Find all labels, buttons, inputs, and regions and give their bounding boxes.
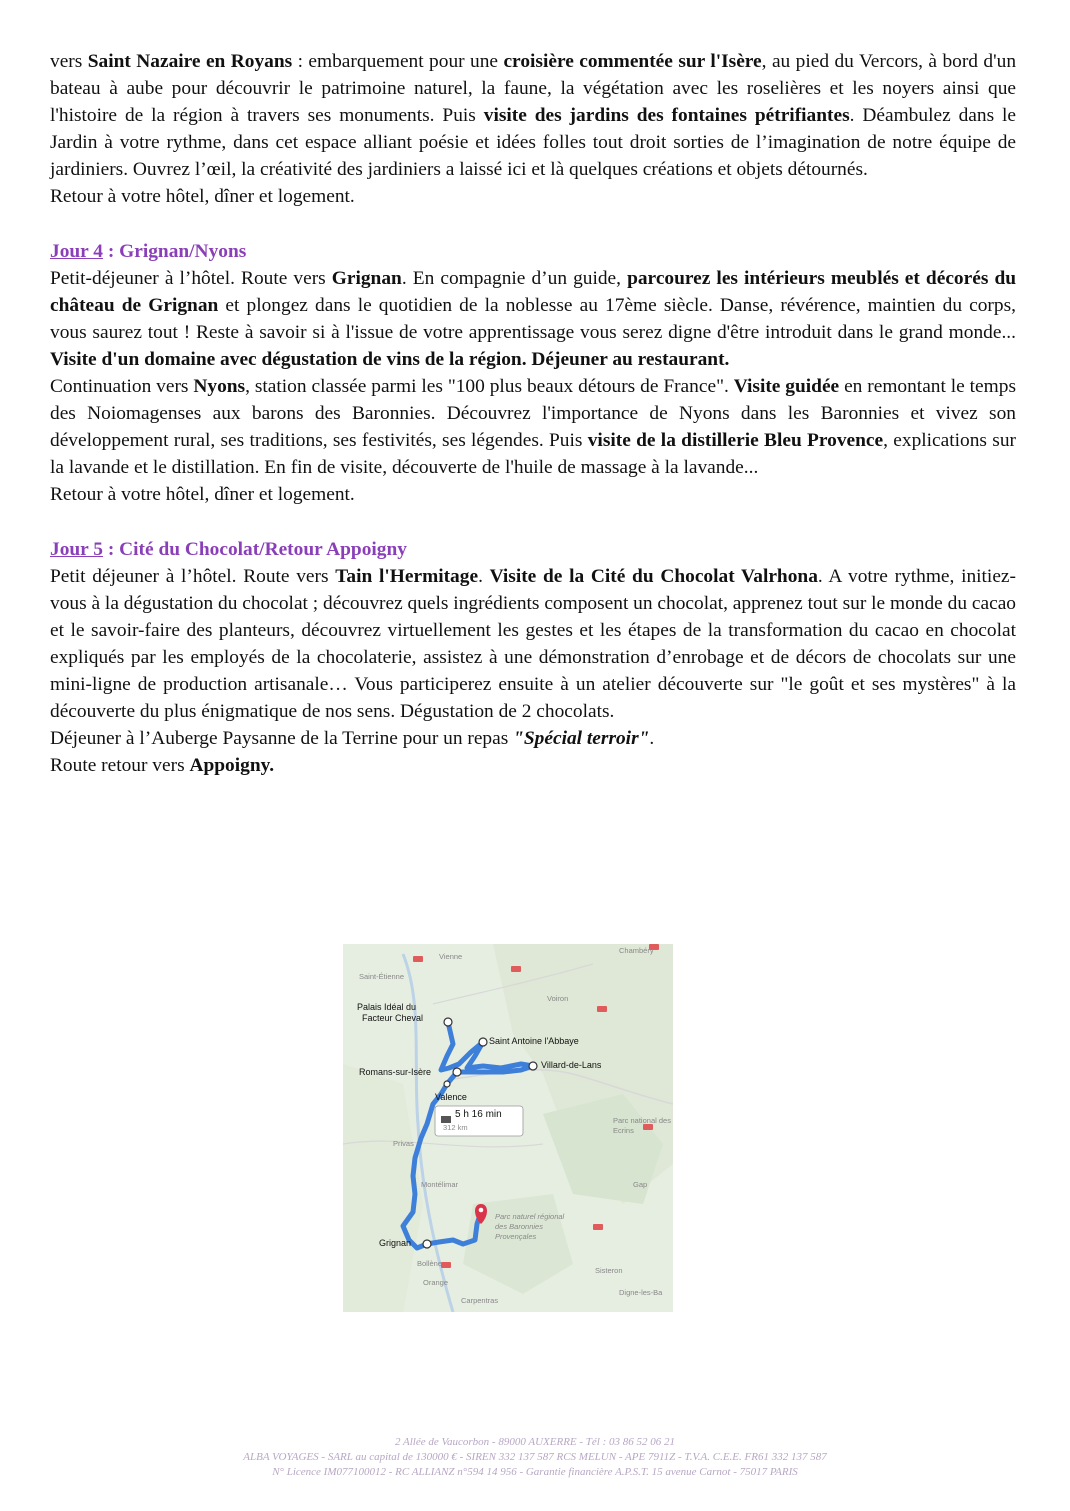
map-label-valence: Valence bbox=[435, 1092, 467, 1102]
map-label-sisteron: Sisteron bbox=[595, 1266, 623, 1275]
map-label-grignan: Grignan bbox=[379, 1238, 412, 1248]
day4-title bbox=[50, 238, 1016, 265]
day4-heading: : Grignan/Nyons bbox=[102, 240, 247, 262]
intro-return: Retour à votre hôtel, dîner et logement. bbox=[50, 186, 355, 208]
route-map bbox=[343, 944, 673, 1312]
footer-licence: N° Licence IM077100012 - RC ALLIANZ n°594 14 956 - Garantie financière A.P.S.T. 15 avenue Carnot - 75017 PARIS bbox=[272, 1466, 798, 1478]
map-label-digne: Digne-les-Ba bbox=[619, 1288, 663, 1297]
footer-address: 2 Allée de Vaucorbon - 89000 AUXERRE - Tél : 03 86 52 06 21 bbox=[394, 1436, 676, 1448]
map-label-carpentras: Carpentras bbox=[461, 1296, 499, 1305]
intro-paragraph: vers Saint Nazaire en Royans : embarquement pour une croisière commentée sur l'Isère, au pied du Vercors, à bord d'un bateau à aube pour découvrir le patrimoine naturel, la faune, la végétation avec les roselières et les noyers ainsi que l'histoire de la région à travers ses monuments. Puis visite des jardins des fontaines pétrifiantes. Déambulez dans le Jardin à votre rythme, dans cet espace alliant poésie et idées folles tout droit sorties de l’imagination de notre équipe de jardiniers. Ouvrez l’œil, la créativité des jardiniers a laissé ici et là quelques créations et objets détournés. bbox=[50, 51, 1017, 181]
map-label-romans: Romans-sur-Isère bbox=[359, 1067, 432, 1077]
day5-paragraph-1: Petit déjeuner à l’hôtel. Route vers Tain l'Hermitage. Visite de la Cité du Chocolat Valrhona. A votre rythme, initiez-vous à la dégustation du chocolat ; découvrez quels ingrédients composent un chocolat, apprenez tout sur le monde du cacao et le savoir-faire des planteurs, découvrez virtuellement les gestes et les étapes de la transformation du cacao en chocolat expliqués par les employés de la chocolaterie, assistez à une démonstration d’enrobage et de décors de chocolats sur une mini-ligne de production artisanale… Vous participerez ensuite à un atelier découverte sur "le goût et ses mystères" à la découverte du plus énigmatique de nos sens. Dégustation de 2 chocolats. bbox=[50, 565, 1016, 723]
map-label-montelimar: Montélimar bbox=[421, 1180, 459, 1189]
map-label-saint-etienne: Saint-Étienne bbox=[359, 972, 405, 981]
footer-company: ALBA VOYAGES - SARL au capital de 130000 € - SIREN 332 137 587 RCS MELUN - APE 7911Z - T.V.A. C.E.E. FR61 332 137 587 bbox=[243, 1451, 827, 1463]
day4-label: Jour 4 bbox=[50, 240, 103, 262]
map-label-bollene: Bollène bbox=[417, 1259, 443, 1268]
map-label-voiron: Voiron bbox=[547, 994, 569, 1003]
company-footer bbox=[0, 1435, 1070, 1480]
map-label-gap: Gap bbox=[633, 1180, 648, 1189]
map-label-parc-ecrins: Parc national des Ecrins bbox=[613, 1116, 671, 1135]
itinerary-text bbox=[50, 48, 1016, 779]
map-label-palais: Palais Idéal du bbox=[357, 1002, 417, 1012]
route-distance: 312 km bbox=[443, 1123, 468, 1132]
map-label-orange: Orange bbox=[423, 1278, 449, 1287]
map-label-parc-baronnies: Parc naturel régional des Baronnies Provençales bbox=[495, 1212, 565, 1241]
map-label-privas: Privas bbox=[393, 1139, 414, 1148]
day5-label: Jour 5 bbox=[50, 538, 103, 560]
route-duration: 5 h 16 min bbox=[455, 1109, 502, 1120]
day4-return: Retour à votre hôtel, dîner et logement. bbox=[50, 484, 355, 506]
map-label-saint-antoine: Saint Antoine l'Abbaye bbox=[489, 1036, 579, 1046]
map-label-facteur-cheval: Facteur Cheval bbox=[362, 1013, 424, 1023]
day4-paragraph-1: Petit-déjeuner à l’hôtel. Route vers Grignan. En compagnie d’un guide, parcourez les intérieurs meublés et décorés du château de Grignan et plongez dans le quotidien de la noblesse au 17ème siècle. Danse, révérence, maintien du corps, vous saurez tout ! Reste à savoir si à l'issue de votre apprentissage vous serez digne d'être introduit dans le grand monde... Visite d'un domaine avec dégustation de vins de la région. Déjeuner au restaurant. bbox=[50, 267, 1017, 370]
day5-title bbox=[50, 536, 1016, 563]
map-label-villard-de-lans: Villard-de-Lans bbox=[541, 1060, 602, 1070]
map-label-chambery: Chambéry bbox=[619, 946, 654, 955]
day5-heading: : Cité du Chocolat/Retour Appoigny bbox=[102, 538, 407, 560]
map-label-vienne: Vienne bbox=[439, 952, 463, 961]
day5-return: Route retour vers Appoigny. bbox=[50, 755, 275, 777]
day5-lunch: Déjeuner à l’Auberge Paysanne de la Terrine pour un repas "Spécial terroir". bbox=[50, 728, 655, 750]
day4-paragraph-2: Continuation vers Nyons, station classée parmi les "100 plus beaux détours de France". Visite guidée en remontant le temps des Noiomagenses aux barons des Baronnies. Découvrez l'importance de Nyons dans les Baronnies et vivez son développement rural, ses traditions, ses festivités, ses légendes. Puis visite de la distillerie Bleu Provence, explications sur la lavande et le distillation. En fin de visite, découverte de l'huile de massage à la lavande... bbox=[50, 376, 1016, 479]
